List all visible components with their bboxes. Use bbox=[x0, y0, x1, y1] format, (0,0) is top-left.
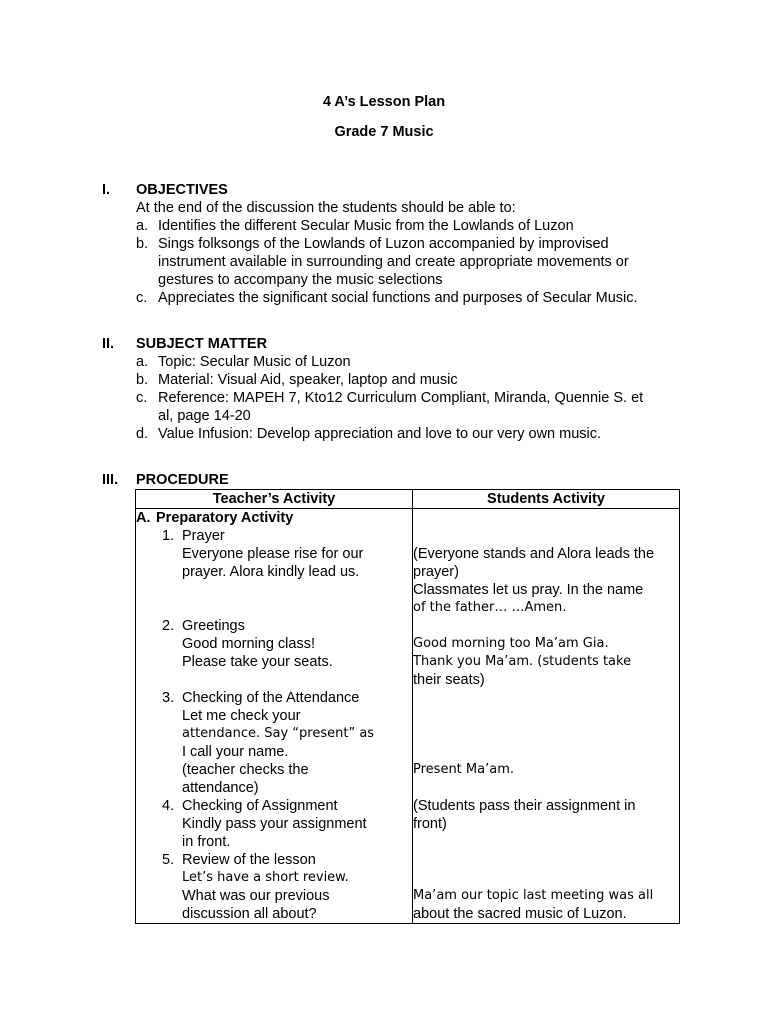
teacher-line-text: (teacher checks the bbox=[182, 762, 309, 778]
student-line bbox=[413, 617, 679, 635]
procedure-section bbox=[96, 471, 696, 489]
teacher-line-text: What was our previous bbox=[182, 888, 330, 904]
student-line: Present Ma’am. bbox=[413, 762, 514, 777]
student-line: front) bbox=[413, 816, 447, 832]
teacher-line bbox=[136, 905, 412, 923]
section-heading: OBJECTIVES bbox=[136, 182, 228, 198]
list-item-text: al, page 14-20 bbox=[158, 408, 251, 424]
list-item-text: Identifies the different Secular Music from the Lowlands of Luzon bbox=[158, 218, 574, 234]
teacher-line-text: I call your name. bbox=[182, 744, 289, 760]
student-line bbox=[413, 509, 679, 527]
teacher-activity-cell bbox=[136, 509, 413, 924]
teacher-line-text: Everyone please rise for our bbox=[182, 546, 364, 562]
list-item bbox=[136, 235, 696, 289]
step-marker: 3. bbox=[162, 690, 175, 706]
teacher-line bbox=[136, 581, 412, 599]
students-activity-cell bbox=[413, 509, 680, 924]
list-item-text: Sings folksongs of the Lowlands of Luzon accompanied by improvised bbox=[158, 236, 609, 252]
list-marker: a. bbox=[136, 218, 149, 234]
list-item bbox=[136, 289, 696, 307]
subject-matter-list bbox=[96, 353, 696, 443]
teacher-line bbox=[136, 617, 412, 635]
student-line bbox=[413, 851, 679, 869]
teacher-line-text: Please take your seats. bbox=[182, 654, 333, 670]
student-line: of the father… …Amen. bbox=[413, 600, 567, 615]
list-item-text: Value Infusion: Develop appreciation and love to our very own music. bbox=[158, 426, 602, 442]
step-marker: 2. bbox=[162, 618, 175, 634]
section-number: III. bbox=[102, 472, 119, 488]
teacher-line bbox=[136, 833, 412, 851]
list-item-text: Material: Visual Aid, speaker, laptop and music bbox=[158, 372, 458, 388]
student-line: (Students pass their assignment in bbox=[413, 798, 636, 814]
teacher-line bbox=[136, 869, 412, 887]
teacher-line-text: Let me check your bbox=[182, 708, 301, 724]
teacher-line bbox=[136, 563, 412, 581]
student-line bbox=[413, 743, 679, 761]
teacher-line bbox=[136, 545, 412, 563]
phase-marker: A. bbox=[136, 510, 151, 526]
list-item-text: Appreciates the significant social functions and purposes of Secular Music. bbox=[158, 290, 638, 306]
teacher-line-text: discussion all about? bbox=[182, 906, 317, 922]
student-line: their seats) bbox=[413, 672, 485, 688]
student-line bbox=[413, 725, 679, 743]
student-line bbox=[413, 689, 679, 707]
list-marker: b. bbox=[136, 236, 149, 252]
objectives-list bbox=[96, 217, 696, 307]
student-line: Ma’am our topic last meeting was all bbox=[413, 888, 654, 903]
student-line bbox=[413, 527, 679, 545]
teacher-line-text: attendance. Say “present” as bbox=[182, 726, 375, 741]
list-marker: c. bbox=[136, 290, 148, 306]
lesson-plan-title: 4 A’s Lesson Plan bbox=[322, 94, 446, 110]
section-heading: PROCEDURE bbox=[136, 472, 229, 488]
teacher-line bbox=[136, 815, 412, 833]
students-activity-header: Students Activity bbox=[413, 490, 680, 509]
list-item bbox=[136, 217, 696, 235]
teacher-line bbox=[136, 779, 412, 797]
list-item-text: Reference: MAPEH 7, Kto12 Curriculum Compliant, Miranda, Quennie S. et bbox=[158, 390, 644, 406]
teacher-line bbox=[136, 743, 412, 761]
list-marker: b. bbox=[136, 372, 149, 388]
student-line: prayer) bbox=[413, 564, 459, 580]
list-marker: a. bbox=[136, 354, 149, 370]
teacher-line-text: Kindly pass your assignment bbox=[182, 816, 367, 832]
step-marker: 5. bbox=[162, 852, 175, 868]
teacher-line-text: Review of the lesson bbox=[182, 852, 316, 868]
section-number: I. bbox=[102, 182, 111, 198]
list-item bbox=[136, 353, 696, 371]
teacher-line-text: Checking of the Attendance bbox=[182, 690, 360, 706]
student-line bbox=[413, 833, 679, 851]
teacher-line bbox=[136, 851, 412, 869]
student-line: Thank you Ma’am. (students take bbox=[413, 654, 632, 669]
phase-label: Preparatory Activity bbox=[156, 510, 294, 526]
teacher-line-text: prayer. Alora kindly lead us. bbox=[182, 564, 360, 580]
teacher-line bbox=[136, 761, 412, 779]
list-marker: c. bbox=[136, 390, 148, 406]
teacher-activity-header: Teacher’s Activity bbox=[136, 490, 413, 509]
teacher-line-text: Checking of Assignment bbox=[182, 798, 338, 814]
teacher-line bbox=[136, 689, 412, 707]
procedure-table bbox=[135, 489, 680, 924]
student-line bbox=[413, 869, 679, 887]
phase-heading bbox=[136, 509, 412, 527]
list-item-text: gestures to accompany the music selections bbox=[158, 272, 443, 288]
grade-subtitle: Grade 7 Music bbox=[334, 124, 434, 140]
step-marker: 4. bbox=[162, 798, 175, 814]
teacher-line bbox=[136, 599, 412, 617]
table-header-row bbox=[136, 490, 680, 509]
objectives-section bbox=[96, 181, 696, 307]
teacher-line-text: Prayer bbox=[182, 528, 225, 544]
teacher-line bbox=[136, 527, 412, 545]
section-number: II. bbox=[102, 336, 115, 352]
student-line bbox=[413, 779, 679, 797]
list-marker: d. bbox=[136, 426, 149, 442]
teacher-line-text: Good morning class! bbox=[182, 636, 315, 652]
student-line: about the sacred music of Luzon. bbox=[413, 906, 627, 922]
teacher-line bbox=[136, 707, 412, 725]
list-item-text: Topic: Secular Music of Luzon bbox=[158, 354, 351, 370]
student-line: Classmates let us pray. In the name bbox=[413, 582, 644, 598]
teacher-line bbox=[136, 635, 412, 653]
list-item bbox=[136, 425, 696, 443]
list-item bbox=[136, 389, 696, 425]
teacher-line bbox=[136, 653, 412, 671]
table-row bbox=[136, 509, 680, 924]
teacher-line bbox=[136, 797, 412, 815]
teacher-line-text: Let’s have a short review. bbox=[182, 870, 349, 885]
list-item bbox=[136, 371, 696, 389]
teacher-line-text: attendance) bbox=[182, 780, 259, 796]
student-line bbox=[413, 707, 679, 725]
step-marker: 1. bbox=[162, 528, 175, 544]
teacher-line bbox=[136, 671, 412, 689]
teacher-line bbox=[136, 887, 412, 905]
student-line: (Everyone stands and Alora leads the bbox=[413, 546, 655, 562]
subject-matter-section bbox=[96, 335, 696, 443]
section-heading: SUBJECT MATTER bbox=[136, 336, 268, 352]
teacher-line-text: in front. bbox=[182, 834, 231, 850]
list-item-text: instrument available in surrounding and create appropriate movements or bbox=[158, 254, 629, 270]
teacher-line bbox=[136, 725, 412, 743]
student-line: Good morning too Ma’am Gia. bbox=[413, 636, 609, 651]
objectives-intro: At the end of the discussion the students should be able to: bbox=[136, 200, 516, 216]
teacher-line-text: Greetings bbox=[182, 618, 245, 634]
